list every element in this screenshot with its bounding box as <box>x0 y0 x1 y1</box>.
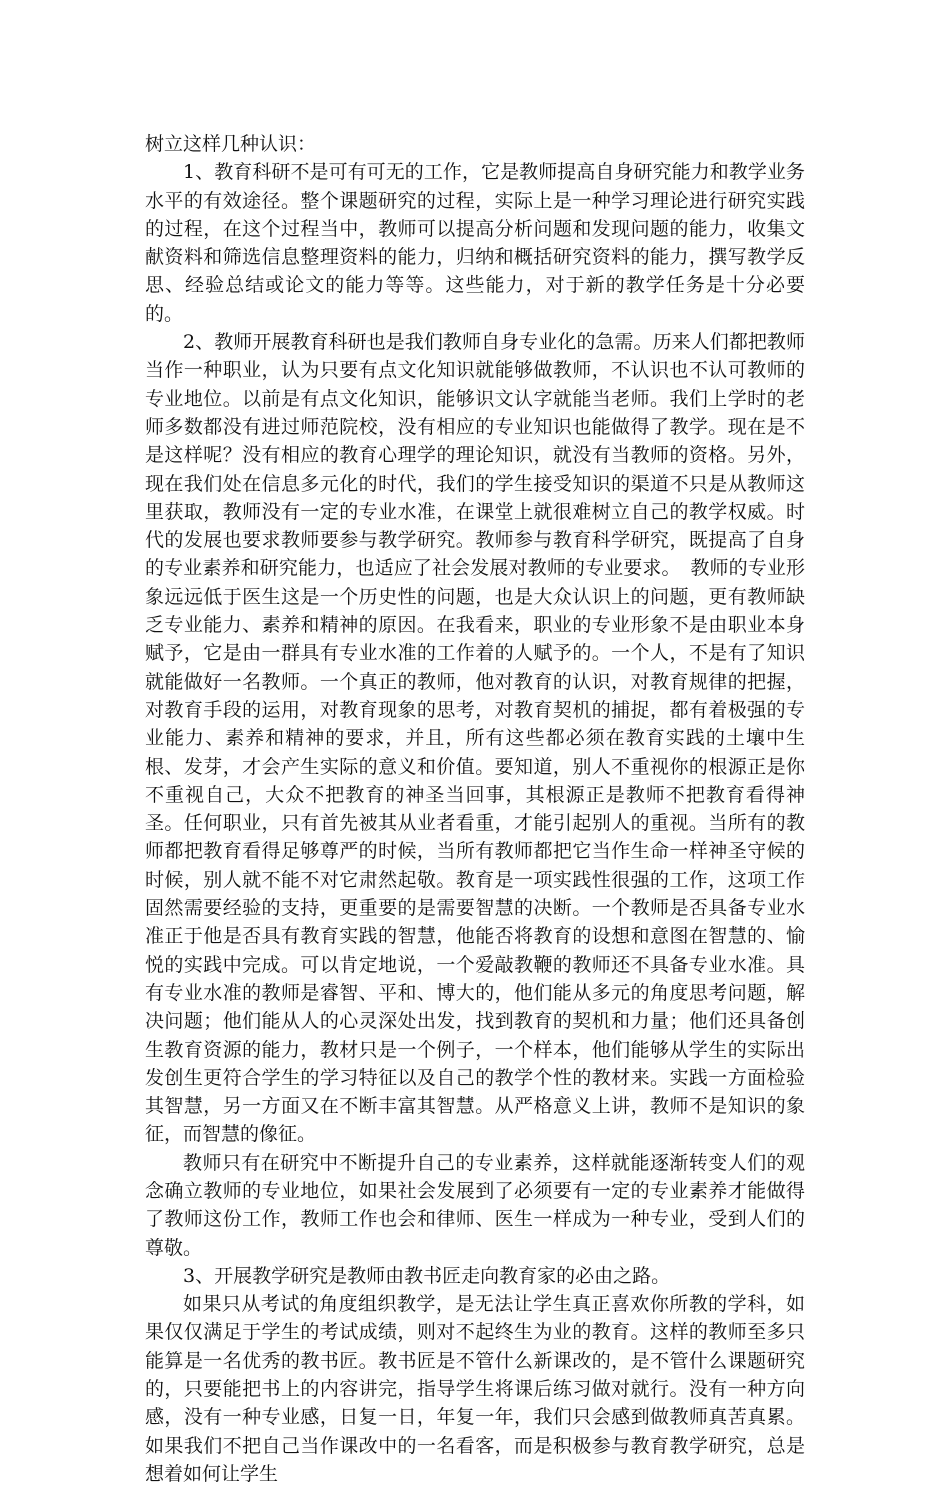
paragraph-exam-teaching: 如果只从考试的角度组织教学，是无法让学生真正喜欢你所教的学科，如果仅仅满足于学生的考试成绩，则对不起终生为业的教育。这样的教师至多只能算是一名优秀的教书匠。教书匠是不管什么新课改的，是不管什么课题研究的，只要能把书上的内容讲完，指导学生将课后练习做对就行。没有一种方向感，没有一种专业感，日复一日，年复一年，我们只会感到做教师真苦真累。如果我们不把自己当作课改中的一名看客，而是积极参与教育教学研究，总是想着如何让学生 <box>145 1293 805 1485</box>
paragraph-professional-status: 教师只有在研究中不断提升自己的专业素养，这样就能逐渐转变人们的观念确立教师的专业地位，如果社会发展到了必须要有一定的专业素养才能做得了教师这份工作，教师工作也会和律师、医生一样成为一种专业，受到人们的尊敬。 <box>145 1151 805 1259</box>
paragraph-point-3: 3、开展教学研究是教师由教书匠走向教育家的必由之路。 <box>183 1264 671 1287</box>
intro-line: 树立这样几种认识： <box>145 133 317 155</box>
document-body <box>145 130 805 1488</box>
paragraph-point-2: 2、教师开展教育科研也是我们教师自身专业化的急需。历来人们都把教师当作一种职业，认为只要有点文化知识就能够做教师，不认识也不认可教师的专业地位。以前是有点文化知识，能够识文认字就能当老师。我们上学时的老师多数都没有进过师范院校，没有相应的专业知识也能做得了教学。现在是不是这样呢？没有相应的教育心理学的理论知识，就没有当教师的资格。另外，现在我们处在信息多元化的时代，我们的学生接受知识的渠道不只是从教师这里获取，教师没有一定的专业水准，在课堂上就很难树立自己的教学权威。时代的发展也要求教师要参与教学研究。教师参与教育科学研究，既提高了自身的专业素养和研究能力，也适应了社会发展对教师的专业要求。 教师的专业形象远远低于医生这是一个历史性的问题，也是大众认识上的问题，更有教师缺乏专业能力、素养和精神的原因。在我看来，职业的专业形象不是由职业本身赋予，它是由一群具有专业水准的工作着的人赋予的。一个人，不是有了知识就能做好一名教师。一个真正的教师，他对教育的认识，对教育规律的把握，对教育手段的运用，对教育现象的思考，对教育契机的捕捉，都有着极强的专业能力、素养和精神的要求，并且，所有这些都必须在教育实践的土壤中生根、发芽，才会产生实际的意义和价值。要知道，别人不重视你的根源正是你不重视自己，大众不把教育的神圣当回事，其根源正是教师不把教育看得神圣。任何职业，只有首先被其从业者看重，才能引起别人的重视。当所有的教师都把教育看得足够尊严的时候，当所有教师都把它当作生命一样神圣守候的时候，别人就不能不对它肃然起敬。教育是一项实践性很强的工作，这项工作固然需要经验的支持，更重要的是需要智慧的决断。一个教师是否具备专业水准正于他是否具有教育实践的智慧，他能否将教育的设想和意图在智慧的、愉悦的实践中完成。可以肯定地说，一个爱敲教鞭的教师还不具备专业水准。具有专业水准的教师是睿智、平和、博大的，他们能从多元的角度思考问题，解决问题；他们能从人的心灵深处出发，找到教育的契机和力量；他们还具备创生教育资源的能力，教材只是一个例子，一个样本，他们能够从学生的实际出发创生更符合学生的学习特征以及自己的教学个性的教材来。实践一方面检验其智慧，另一方面又在不断丰富其智慧。从严格意义上讲，教师不是知识的象征，而智慧的像征。 <box>145 331 805 1146</box>
paragraph-point-1: 1、教育科研不是可有可无的工作，它是教师提高自身研究能力和教学业务水平的有效途径。整个课题研究的过程，实际上是一种学习理论进行研究实践的过程，在这个过程当中，教师可以提高分析问题和发现问题的能力，收集文献资料和筛选信息整理资料的能力，归纳和概括研究资料的能力，撰写教学反思、经验总结或论文的能力等等。这些能力，对于新的教学任务是十分必要的。 <box>145 161 805 325</box>
